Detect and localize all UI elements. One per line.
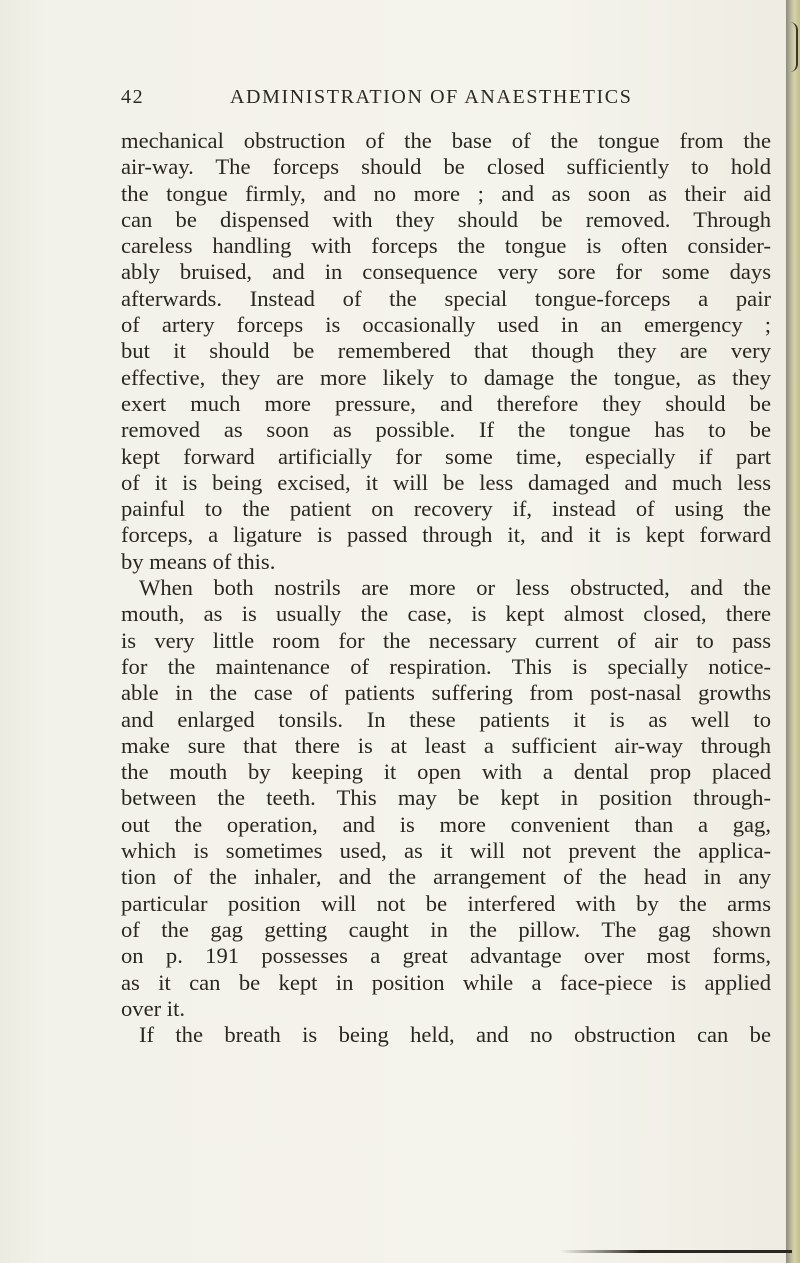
page-number: 42	[121, 86, 145, 108]
text-line: make sure that there is at least a sufficient air-way through	[121, 732, 771, 758]
running-title: ADMINISTRATION OF ANAESTHETICS	[230, 86, 633, 108]
page-binding-edge	[786, 0, 800, 1263]
bottom-edge-rule	[560, 1250, 792, 1253]
running-head	[121, 86, 771, 116]
text-line: removed as soon as possible. If the tongue has to be	[121, 417, 771, 443]
text-line: If the breath is being held, and no obstruction can be	[139, 1022, 771, 1048]
text-line: of it is being excised, it will be less damaged and much less	[121, 469, 771, 495]
text-line: painful to the patient on recovery if, instead of using the	[121, 496, 771, 522]
text-line: out the operation, and is more convenient than a gag,	[121, 811, 771, 837]
text-line: of artery forceps is occasionally used in an emergency ;	[121, 312, 771, 338]
text-line: which is sometimes used, as it will not prevent the applica-	[121, 838, 771, 864]
text-line: of the gag getting caught in the pillow. The gag shown	[121, 916, 771, 942]
text-line: exert much more pressure, and therefore they should be	[121, 390, 771, 416]
text-line: is very little room for the necessary current of air to pass	[121, 627, 771, 653]
text-line: and enlarged tonsils. In these patients it is as well to	[121, 706, 771, 732]
body-text	[121, 128, 771, 1048]
binding-clip-mark	[790, 22, 798, 72]
text-line: able in the case of patients suffering from post-nasal growths	[121, 680, 771, 706]
text-line: tion of the inhaler, and the arrangement of the head in any	[121, 864, 771, 890]
text-line: forceps, a ligature is passed through it, and it is kept forward	[121, 522, 771, 548]
text-line: the tongue firmly, and no more ; and as soon as their aid	[121, 180, 771, 206]
text-line: mechanical obstruction of the base of the tongue from the	[121, 128, 771, 153]
text-line: over it.	[121, 995, 185, 1021]
text-line: When both nostrils are more or less obstructed, and the	[139, 575, 771, 601]
text-line: but it should be remembered that though they are very	[121, 338, 771, 364]
text-line: as it can be kept in position while a face-piece is applied	[121, 969, 771, 995]
text-line: ably bruised, and in consequence very sore for some days	[121, 259, 771, 285]
text-line: the mouth by keeping it open with a dental prop placed	[121, 759, 771, 785]
text-line: careless handling with forceps the tongue is often consider-	[121, 233, 771, 259]
text-line: on p. 191 possesses a great advantage over most forms,	[121, 943, 771, 969]
text-line: mouth, as is usually the case, is kept almost closed, there	[121, 601, 771, 627]
text-line: kept forward artificially for some time, especially if part	[121, 443, 771, 469]
text-line: particular position will not be interfered with by the arms	[121, 890, 771, 916]
text-line: air-way. The forceps should be closed sufficiently to hold	[121, 154, 771, 180]
text-line: by means of this.	[121, 548, 276, 574]
text-line: can be dispensed with they should be removed. Through	[121, 206, 771, 232]
text-line: effective, they are more likely to damage the tongue, as they	[121, 364, 771, 390]
text-line: afterwards. Instead of the special tongue-forceps a pair	[121, 285, 771, 311]
text-line: between the teeth. This may be kept in position through-	[121, 785, 771, 811]
text-line: for the maintenance of respiration. This is specially notice-	[121, 653, 771, 679]
